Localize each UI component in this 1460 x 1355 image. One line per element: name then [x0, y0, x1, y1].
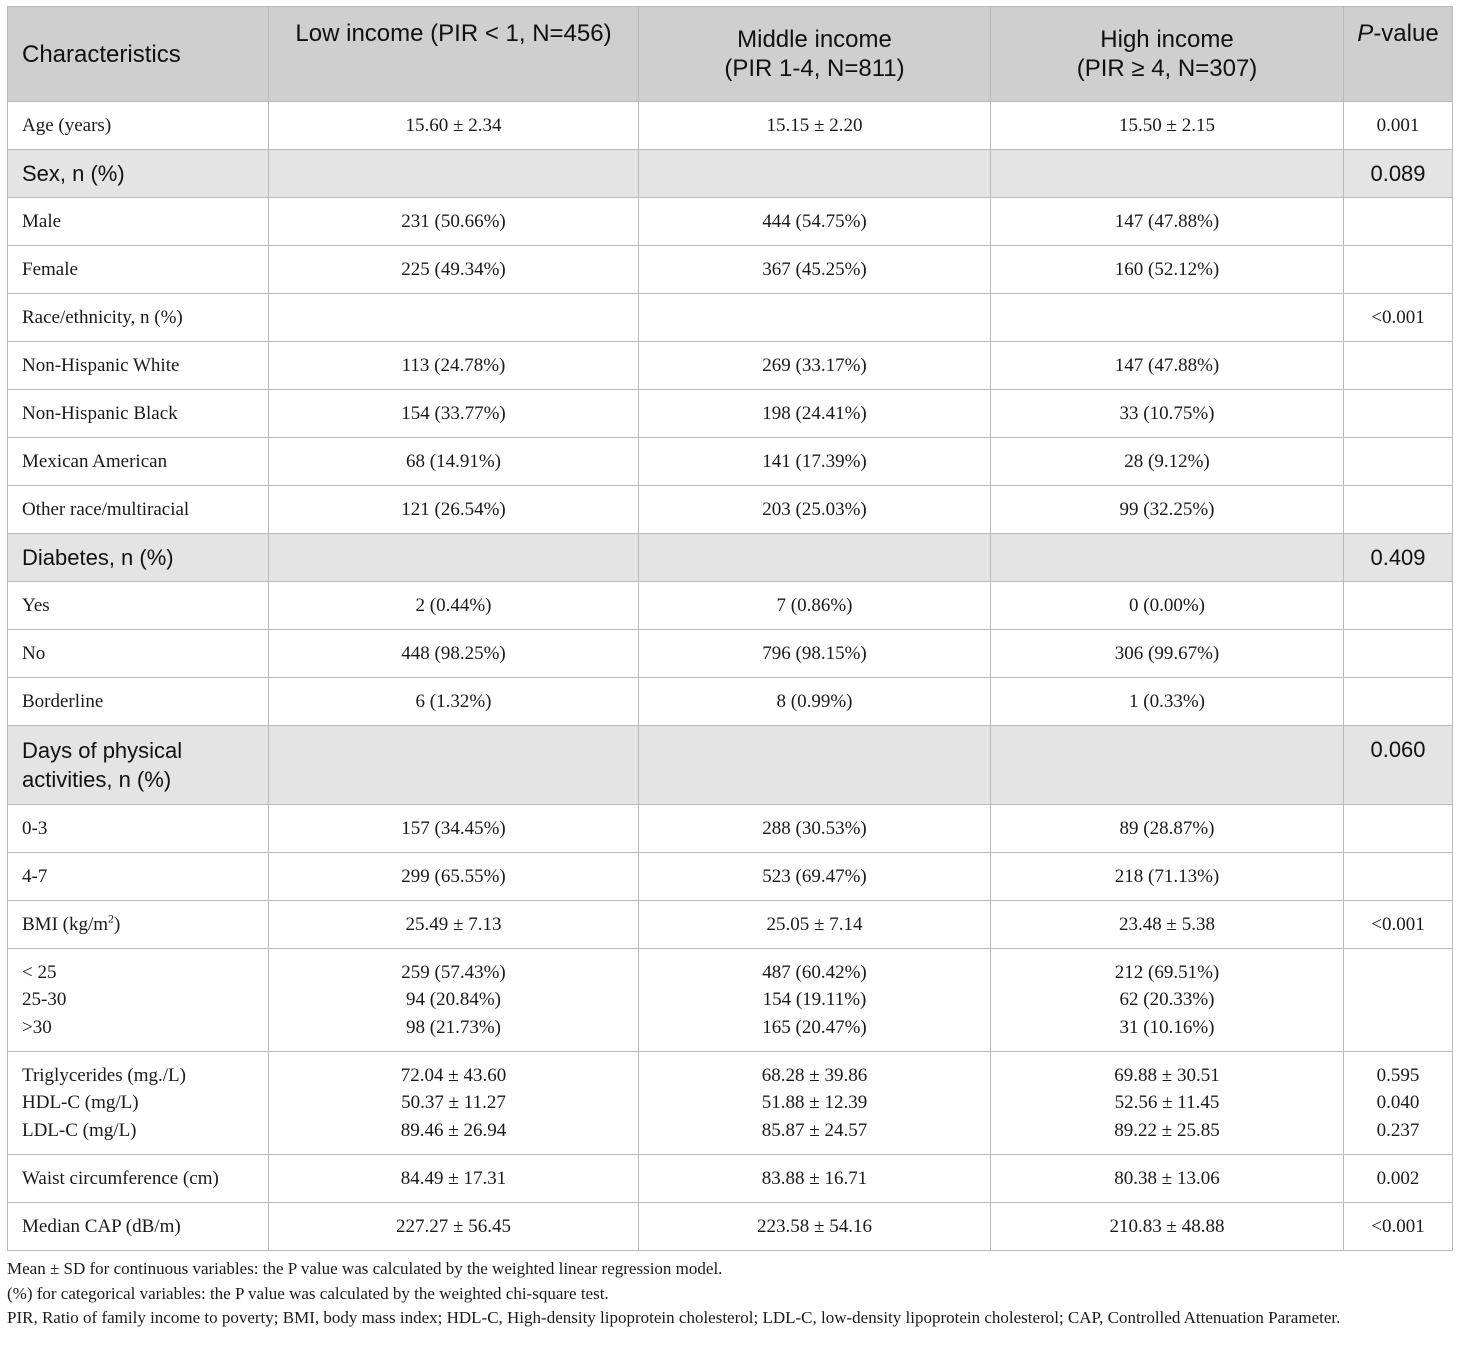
- cell-p: 0.595: [1376, 1064, 1420, 1086]
- header-mid-line1: Middle income: [737, 26, 892, 53]
- table-header: [8, 7, 1453, 102]
- cell-empty: [991, 726, 1344, 805]
- cell-empty: [639, 150, 991, 198]
- table-row: [8, 438, 1453, 486]
- cell-high: 89.22 ± 25.85: [1114, 1119, 1220, 1141]
- cell-p: 0.089: [1344, 150, 1453, 198]
- cell-low: 72.04 ± 43.60: [400, 1064, 507, 1086]
- row-label: Waist circumference (cm): [8, 1155, 269, 1203]
- row-label: Age (years): [8, 102, 269, 150]
- cell-mid: 444 (54.75%): [639, 198, 991, 246]
- cell-low: 154 (33.77%): [269, 390, 639, 438]
- row-label: 0-3: [8, 805, 269, 853]
- header-high-line1: High income: [1100, 26, 1234, 53]
- table-row: [8, 1155, 1453, 1203]
- row-label: Non-Hispanic Black: [8, 390, 269, 438]
- cell-empty: [991, 150, 1344, 198]
- cell-empty: [269, 150, 639, 198]
- cell-empty: [1344, 678, 1453, 726]
- cell-high: 160 (52.12%): [991, 246, 1344, 294]
- cell-p: <0.001: [1344, 901, 1453, 949]
- cell-mid: 203 (25.03%): [639, 486, 991, 534]
- cell-p: 0.060: [1344, 726, 1453, 805]
- section-label: [8, 726, 269, 805]
- cell-mid: 85.87 ± 24.57: [761, 1119, 868, 1141]
- row-label: 25-30: [22, 989, 67, 1011]
- cell-mid: 8 (0.99%): [639, 678, 991, 726]
- row-label: Non-Hispanic White: [8, 342, 269, 390]
- cell-mid-group: [639, 1052, 991, 1155]
- cell-low-group: [269, 949, 639, 1052]
- cell-low: 15.60 ± 2.34: [269, 102, 639, 150]
- header-low-income: [269, 7, 639, 102]
- cell-empty: [991, 534, 1344, 582]
- cell-high-group: [991, 1052, 1344, 1155]
- header-mid-line2: (PIR 1-4, N=811): [724, 55, 905, 82]
- cell-low: 94 (20.84%): [406, 989, 501, 1011]
- row-label: Triglycerides (mg./L): [22, 1064, 186, 1086]
- cell-high: 99 (32.25%): [991, 486, 1344, 534]
- table-row: [8, 390, 1453, 438]
- header-characteristics: Characteristics: [8, 7, 269, 102]
- row-label: Mexican American: [8, 438, 269, 486]
- cell-high: 1 (0.33%): [991, 678, 1344, 726]
- document: [7, 6, 1452, 1331]
- cell-mid: 487 (60.42%): [762, 961, 867, 983]
- header-middle-income: [639, 7, 991, 102]
- cell-low: 157 (34.45%): [269, 805, 639, 853]
- table-row: [8, 1203, 1453, 1251]
- cell-mid: 269 (33.17%): [639, 342, 991, 390]
- cell-p: 0.001: [1344, 102, 1453, 150]
- cell-low: 231 (50.66%): [269, 198, 639, 246]
- cell-empty: [1344, 805, 1453, 853]
- cell-mid: 796 (98.15%): [639, 630, 991, 678]
- cell-mid: 25.05 ± 7.14: [639, 901, 991, 949]
- cell-p: 0.237: [1376, 1119, 1420, 1141]
- cell-low: 2 (0.44%): [269, 582, 639, 630]
- table-row: [8, 486, 1453, 534]
- footnote-line: (%) for categorical variables: the P value was calculated by the weighted chi-square test.: [7, 1283, 609, 1303]
- cell-empty: [1344, 342, 1453, 390]
- cell-high: 69.88 ± 30.51: [1114, 1064, 1220, 1086]
- cell-low: 225 (49.34%): [269, 246, 639, 294]
- cell-low: 68 (14.91%): [269, 438, 639, 486]
- row-label: Male: [8, 198, 269, 246]
- cell-mid: 7 (0.86%): [639, 582, 991, 630]
- cell-low: 84.49 ± 17.31: [269, 1155, 639, 1203]
- cell-high: 0 (0.00%): [991, 582, 1344, 630]
- cell-high: 306 (99.67%): [991, 630, 1344, 678]
- bmi-label-sup: 2: [108, 911, 115, 926]
- header-high-line2: (PIR ≥ 4, N=307): [1076, 55, 1258, 82]
- cell-mid: 198 (24.41%): [639, 390, 991, 438]
- cell-mid: 141 (17.39%): [639, 438, 991, 486]
- cell-empty: [269, 534, 639, 582]
- cell-empty: [269, 294, 639, 342]
- row-label: Female: [8, 246, 269, 294]
- table-row: [8, 630, 1453, 678]
- cell-high: 147 (47.88%): [991, 342, 1344, 390]
- table-row-group: [8, 1052, 1453, 1155]
- cell-empty: [1344, 853, 1453, 901]
- cell-low: 227.27 ± 56.45: [269, 1203, 639, 1251]
- cell-empty: [1344, 486, 1453, 534]
- cell-empty: [269, 726, 639, 805]
- cell-mid: 223.58 ± 54.16: [639, 1203, 991, 1251]
- cell-empty: [1344, 949, 1453, 1052]
- cell-mid: 51.88 ± 12.39: [761, 1092, 868, 1114]
- cell-mid: 288 (30.53%): [639, 805, 991, 853]
- row-label: < 25: [22, 961, 57, 983]
- cell-high: 89 (28.87%): [991, 805, 1344, 853]
- header-low-line1: Low income (PIR < 1, N=456): [295, 20, 612, 47]
- row-label: [8, 901, 269, 949]
- footnote-line: PIR, Ratio of family income to poverty; BMI, body mass index; HDL-C, High-density lipoprotein cholesterol; LDL-C, low-density lipoprotein cholesterol; CAP, Controlled Attenuation Parameter.: [7, 1308, 1341, 1327]
- table-row: [8, 198, 1453, 246]
- footnote-line: Mean ± SD for continuous variables: the P value was calculated by the weighted linear regression model.: [7, 1259, 723, 1278]
- section-row: [8, 726, 1453, 805]
- table-row: [8, 342, 1453, 390]
- cell-p: <0.001: [1344, 1203, 1453, 1251]
- header-p-rest: -value: [1373, 20, 1439, 47]
- header-high-income: [991, 7, 1344, 102]
- cell-high: 28 (9.12%): [991, 438, 1344, 486]
- row-label: No: [8, 630, 269, 678]
- cell-low: 448 (98.25%): [269, 630, 639, 678]
- cell-high-group: [991, 949, 1344, 1052]
- cell-high: 218 (71.13%): [991, 853, 1344, 901]
- cell-mid: 83.88 ± 16.71: [639, 1155, 991, 1203]
- header-p-italic: P: [1357, 20, 1374, 47]
- cell-high: 15.50 ± 2.15: [991, 102, 1344, 150]
- header-p-value: [1344, 7, 1453, 102]
- row-label: >30: [22, 1016, 52, 1038]
- cell-low: 299 (65.55%): [269, 853, 639, 901]
- table-row: [8, 853, 1453, 901]
- row-label: Yes: [8, 582, 269, 630]
- cell-empty: [991, 294, 1344, 342]
- row-label: Other race/multiracial: [8, 486, 269, 534]
- cell-empty: [1344, 630, 1453, 678]
- cell-low: 98 (21.73%): [406, 1016, 501, 1038]
- cell-mid: 68.28 ± 39.86: [761, 1064, 868, 1086]
- table-row-group: [8, 949, 1453, 1052]
- cell-p: 0.002: [1344, 1155, 1453, 1203]
- cell-p: 0.040: [1376, 1092, 1420, 1114]
- table-row: [8, 582, 1453, 630]
- cell-empty: [639, 534, 991, 582]
- cell-empty: [639, 726, 991, 805]
- cell-high: 210.83 ± 48.88: [991, 1203, 1344, 1251]
- section-label: Diabetes, n (%): [8, 534, 269, 582]
- section-label-line2: activities, n (%): [22, 767, 172, 792]
- cell-mid-group: [639, 949, 991, 1052]
- cell-empty: [639, 294, 991, 342]
- cell-high: 31 (10.16%): [1119, 1016, 1215, 1038]
- cell-high: 80.38 ± 13.06: [991, 1155, 1344, 1203]
- cell-high: 147 (47.88%): [991, 198, 1344, 246]
- cell-mid: 523 (69.47%): [639, 853, 991, 901]
- row-label: 4-7: [8, 853, 269, 901]
- cell-mid: 154 (19.11%): [762, 989, 867, 1011]
- table-row: [8, 678, 1453, 726]
- cell-high: 33 (10.75%): [991, 390, 1344, 438]
- section-label: Sex, n (%): [8, 150, 269, 198]
- row-label-group: [8, 949, 269, 1052]
- cell-empty: [1344, 438, 1453, 486]
- cell-low: 113 (24.78%): [269, 342, 639, 390]
- section-label-line1: Days of physical: [22, 738, 183, 763]
- row-label: Median CAP (dB/m): [8, 1203, 269, 1251]
- table-row: [8, 294, 1453, 342]
- cell-empty: [1344, 582, 1453, 630]
- section-row: [8, 534, 1453, 582]
- cell-high: 23.48 ± 5.38: [991, 901, 1344, 949]
- cell-low: 259 (57.43%): [401, 961, 506, 983]
- table-row: [8, 901, 1453, 949]
- table-row: [8, 805, 1453, 853]
- cell-high: 52.56 ± 11.45: [1114, 1092, 1220, 1114]
- cell-low: 89.46 ± 26.94: [400, 1119, 507, 1141]
- cell-empty: [1344, 198, 1453, 246]
- row-label: Borderline: [8, 678, 269, 726]
- table-footnotes: [7, 1257, 1452, 1331]
- section-row: [8, 150, 1453, 198]
- bmi-label-pre: BMI (kg/m: [22, 914, 109, 935]
- bmi-label-post: ): [114, 914, 121, 935]
- cell-mid: 165 (20.47%): [762, 1016, 867, 1038]
- cell-high: 212 (69.51%): [1114, 961, 1220, 983]
- cell-low: 50.37 ± 11.27: [401, 1092, 506, 1114]
- row-label: LDL-C (mg/L): [22, 1119, 137, 1141]
- cell-p: 0.409: [1344, 534, 1453, 582]
- cell-empty: [1344, 246, 1453, 294]
- cell-p-group: [1344, 1052, 1453, 1155]
- cell-p: <0.001: [1344, 294, 1453, 342]
- cell-high: 62 (20.33%): [1119, 989, 1215, 1011]
- cell-mid: 15.15 ± 2.20: [639, 102, 991, 150]
- cell-low: 25.49 ± 7.13: [269, 901, 639, 949]
- cell-low-group: [269, 1052, 639, 1155]
- cell-empty: [1344, 390, 1453, 438]
- row-label: HDL-C (mg/L): [22, 1092, 139, 1114]
- row-label: Race/ethnicity, n (%): [8, 294, 269, 342]
- cell-low: 121 (26.54%): [269, 486, 639, 534]
- row-label-group: [8, 1052, 269, 1155]
- table-row: [8, 102, 1453, 150]
- cell-mid: 367 (45.25%): [639, 246, 991, 294]
- table-row: [8, 246, 1453, 294]
- cell-low: 6 (1.32%): [269, 678, 639, 726]
- characteristics-table: [7, 6, 1453, 1251]
